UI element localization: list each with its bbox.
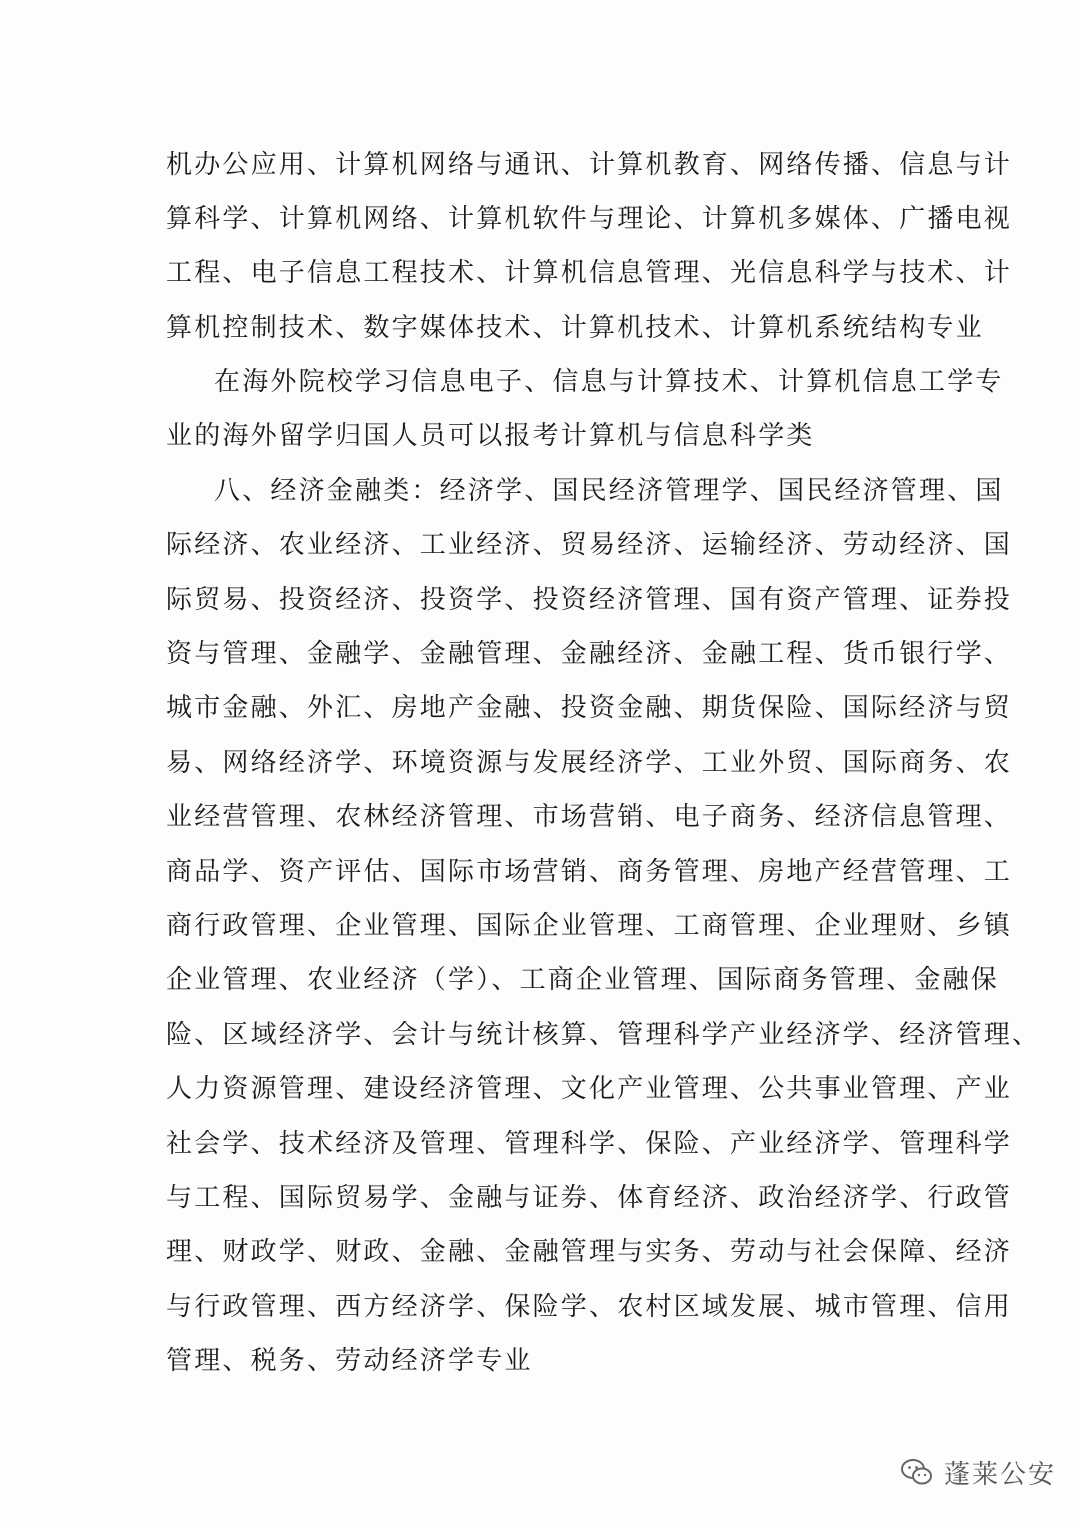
text-line: 商行政管理、企业管理、国际企业管理、工商管理、企业理财、乡镇 (166, 911, 1013, 941)
text-line: 算科学、计算机网络、计算机软件与理论、计算机多媒体、广播电视 (166, 204, 1013, 234)
text-line: 人力资源管理、建设经济管理、文化产业管理、公共事业管理、产业 (166, 1074, 1013, 1104)
text-line: 与工程、国际贸易学、金融与证券、体育经济、政治经济学、行政管 (166, 1183, 1013, 1213)
text-line: 际经济、农业经济、工业经济、贸易经济、运输经济、劳动经济、国 (166, 530, 1013, 560)
wechat-icon (900, 1455, 934, 1489)
section-heading-line: 八、经济金融类：经济学、国民经济管理学、国民经济管理、国 (214, 476, 1004, 506)
text-line: 险、区域经济学、会计与统计核算、管理科学产业经济学、经济管理、 (166, 1020, 1041, 1050)
text-line: 业经营管理、农林经济管理、市场营销、电子商务、经济信息管理、 (166, 802, 1013, 832)
text-line: 管理、税务、劳动经济学专业 (166, 1346, 533, 1376)
text-line: 工程、电子信息工程技术、计算机信息管理、光信息科学与技术、计 (166, 258, 1013, 288)
paragraph-start-line: 在海外院校学习信息电子、信息与计算技术、计算机信息工学专 (214, 367, 1004, 397)
text-line: 际贸易、投资经济、投资学、投资经济管理、国有资产管理、证券投 (166, 585, 1013, 615)
text-line: 资与管理、金融学、金融管理、金融经济、金融工程、货币银行学、 (166, 639, 1013, 669)
text-line: 社会学、技术经济及管理、管理科学、保险、产业经济学、管理科学 (166, 1129, 1013, 1159)
text-line: 企业管理、农业经济（学）、工商企业管理、国际商务管理、金融保 (166, 965, 1000, 995)
text-line: 城市金融、外汇、房地产金融、投资金融、期货保险、国际经济与贸 (166, 693, 1013, 723)
text-line: 理、财政学、财政、金融、金融管理与实务、劳动与社会保障、经济 (166, 1237, 1013, 1267)
text-line: 算机控制技术、数字媒体技术、计算机技术、计算机系统结构专业 (166, 313, 984, 343)
watermark-text: 蓬莱公安 (944, 1459, 1057, 1490)
text-line: 易、网络经济学、环境资源与发展经济学、工业外贸、国际商务、农 (166, 748, 1013, 778)
text-line: 与行政管理、西方经济学、保险学、农村区域发展、城市管理、信用 (166, 1292, 1013, 1322)
text-line: 机办公应用、计算机网络与通讯、计算机教育、网络传播、信息与计 (166, 150, 1013, 180)
text-line: 业的海外留学归国人员可以报考计算机与信息科学类 (166, 421, 815, 451)
watermark (900, 1452, 1060, 1492)
text-line: 商品学、资产评估、国际市场营销、商务管理、房地产经营管理、工 (166, 857, 1013, 887)
